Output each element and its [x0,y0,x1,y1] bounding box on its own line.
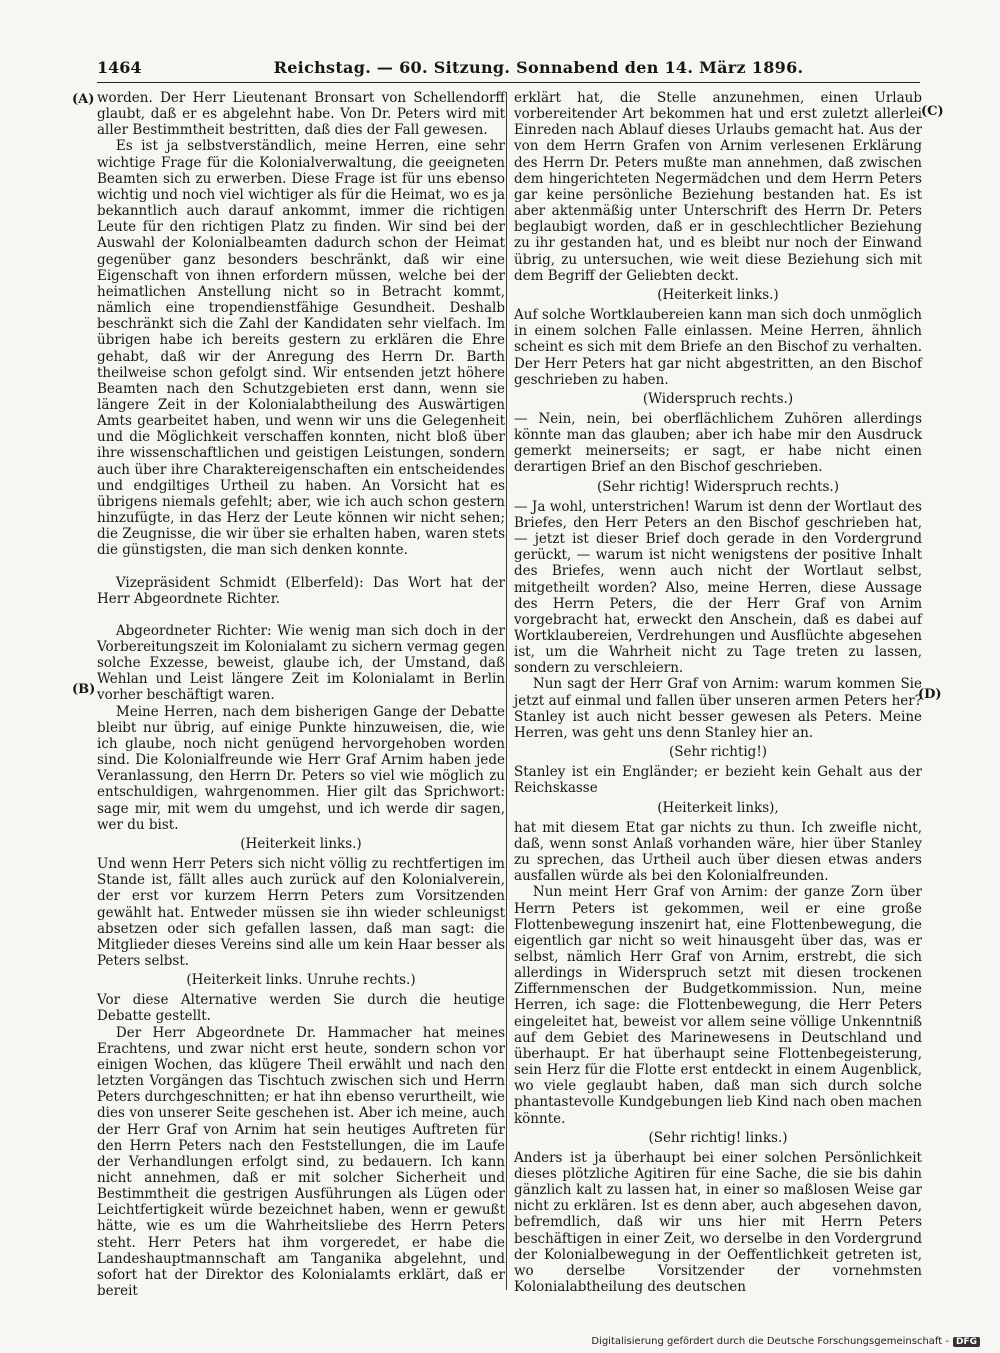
paragraph: erklärt hat, die Stelle anzunehmen, einen Urlaub vorbereitender Art bekommen hat und erst zuletzt allerlei Einreden nach Ablauf dieses Urlaubs gemacht hat. Aus der von dem Herrn Grafen von Arnim verlesenen Erklärung des Herrn Dr. Peters mußte man annehmen, daß zwischen dem hingerichteten Negermädchen und dem Herrn Peters gar keine persönliche Beziehung bestanden hat. Es ist aber aktenmäßig unter Unterschrift des Herrn Dr. Peters beglaubigt worden, daß er in geschlechtlicher Beziehung zu ihr gestanden hat, und es bleibt nur noch der Einwand übrig, zu untersuchen, wie weit diese Beziehung sich mit dem Begriff der Geliebten deckt. [514,90,922,284]
interjection: (Heiterkeit links.) [240,835,362,852]
digitization-footer [591,1336,980,1347]
running-header [97,58,920,83]
paragraph: Es ist ja selbstverständlich, meine Herren, eine sehr wichtige Frage für die Kolonialverwaltung, die geeigneten Beamten sich zu erwerben. Diese Frage ist für uns ebenso wichtig und noch viel wichtiger als für die Heimat, wo es ja bekanntlich auch darauf ankommt, immer die richtigen Leute für den richtigen Platz zu finden. Wir sind bei der Auswahl der Kolonialbeamten dadurch schon der Heimat gegenüber ganz besonders beschränkt, daß wir eine Eigenschaft von ihnen erfordern müssen, welche bei der heimatlichen Anstellung nicht so in Betracht kommt, nämlich eine tropendienstfähige Gesundheit. Deshalb beschränkt sich die Zahl der Kandidaten sehr vielfach. Im übrigen habe ich bereits gestern zu erklären die Ehre gehabt, daß wir der Anregung des Herrn Dr. Barth theilweise schon gefolgt sind. Wir entsenden jetzt höhere Beamten nach den Schutzgebieten erst dann, wenn sie längere Zeit in der Kolonialabtheilung des Auswärtigen Amts gearbeitet haben, und wenn wir uns die Gelegenheit und die Möglichkeit verschaffen konnten, nicht bloß über ihre wissenschaftlichen und geistigen Leistungen, sondern auch über ihre Charaktereigenschaften ein entscheidendes und endgiltiges Urtheil zu haben. An Vorsicht hat es übrigens niemals gefehlt; aber, wie ich auch schon gestern hinzufügte, in das Herz der Leute können wir nicht sehen; die Zeugnisse, die wir über sie erhalten haben, waren stets die günstigsten, die man sich denken konnte. [97,138,505,559]
interjection: (Sehr richtig!) [668,744,768,761]
paragraph: Stanley ist ein Engländer; er bezieht kein Gehalt aus der Reichskasse [514,764,922,797]
margin-mark-a: (A) [72,92,95,107]
paragraph: Meine Herren, nach dem bisherigen Gange der Debatte bleibt nur übrig, auf einige Punkte hinzuweisen, die, wie ich glaube, noch nicht genügend hervorgehoben worden sind. Die Kolonialfreunde wie Herr Graf Arnim haben jede Veranlassung, den Herrn Dr. Peters so viel wie möglich zu entschuldigen, wahrgenommen. Hier gilt das Sprichwort: sage mir, mit wem du umgehst, und ich werde dir sagen, wer du bist. [97,703,505,833]
paragraph: Auf solche Wortklaubereien kann man sich doch unmöglich in einem solchen Falle einlassen. Meine Herren, ähnlich scheint es sich mit dem Briefe an den Bischof zu verhalten. Der Herr Peters hat gar nicht abgestritten, an den Bischof geschrieben zu haben. [514,307,922,388]
interjection: (Sehr richtig! links.) [648,1129,788,1146]
paragraph: Nun meint Herr Graf von Arnim: der ganze Zorn über Herrn Peters ist gekommen, weil er eine große Flottenbewegung inszenirt hat, eine Flottenbewegung, die eigentlich gar nicht so weit hinausgeht über das, was er selbst, nämlich Herr Graf von Arnim, erstrebt, die sich allerdings in Widerspruch setzt mit diesen trockenen Ziffernmenschen der Budgetkommission. Nun, meine Herren, ich sage: die Flottenbewegung, die Herr Peters eingeleitet hat, beweist vor allem seine völlige Unkenntniß auf dem Gebiet des Marinewesens in Deutschland und überhaupt. Er hat überhaupt seine Flottenbegeisterung, sein Herz für die Flotte erst entdeckt in einem Augenblick, wo viele geglaubt haben, daß man sich durch solche phantastevolle Kundgebungen lieb Kind nach oben machen könnte. [514,884,922,1127]
dfg-logo: DFG [953,1337,980,1347]
column-divider [506,92,507,1290]
paragraph: worden. Der Herr Lieutenant Bronsart von Schellendorff glaubt, daß er es abgelehnt habe. Von Dr. Peters wird mit aller Bestimmtheit bestritten, daß dies der Fall gewesen. [97,90,505,139]
speaker-paragraph: Vizepräsident Schmidt (Elberfeld): Das Wort hat der Herr Abgeordnete Richter. [97,574,505,607]
paragraph: Nun sagt der Herr Graf von Arnim: warum kommen Sie jetzt auf einmal und fallen über unseren armen Peters her? Stanley ist auch nicht besser gewesen als Peters. Meine Herren, was geht uns denn Stanley hier an. [514,676,922,741]
interjection: (Sehr richtig! Widerspruch rechts.) [597,478,839,495]
margin-mark-d: (D) [918,687,942,702]
paragraph: — Nein, nein, bei oberflächlichem Zuhören allerdings könnte man das glauben; aber ich habe mir den Ausdruck gemerkt meinerseits; er sagt, er habe nicht einen derartigen Brief an den Bischof geschrieben. [514,410,922,476]
margin-mark-c: (C) [921,104,944,119]
interjection: (Heiterkeit links.) [657,286,779,303]
speaker-paragraph: Abgeordneter Richter: Wie wenig man sich doch in der Vorbereitungszeit im Kolonialamt zu sichern vermag gegen solche Exzesse, beweist, glaube ich, der Umstand, daß Wehlan und Leist längere Zeit im Kolonialamt in Berlin vorher beschäftigt waren. [97,622,505,704]
right-column [514,90,922,1295]
paragraph: hat mit diesem Etat gar nichts zu thun. Ich zweifle nicht, daß, wenn sonst Anlaß vorhanden wäre, hier über Stanley zu sprechen, das Urtheil auch über diesen etwas anders ausfallen würde als bei den Kolonialfreunden. [514,819,922,885]
paragraph: Anders ist ja überhaupt bei einer solchen Persönlichkeit dieses plötzliche Agitiren für eine Sache, die sie bis dahin gänzlich kalt zu lassen hat, in einer so maßlosen Weise gar nicht zu erklären. Ist es denn aber, auch abgesehen davon, befremdlich, daß wir uns hier mit Herrn Peters beschäftigen in einer Zeit, wo derselbe in den Vordergrund der Kolonialbewegung in der Oeffentlichkeit getreten ist, wo derselbe Vorsitzender der vornehmsten Kolonialabtheilung des deutschen [514,1149,922,1296]
paragraph: — Ja wohl, unterstrichen! Warum ist denn der Wortlaut des Briefes, den Herr Peters an den Bischof geschrieben hat, — jetzt ist dieser Brief doch gerade in den Vordergrund gerückt, — warum ist nicht wenigstens der positive Inhalt des Briefes, wenn auch nicht der Wortlaut selbst, mitgetheilt worden? Also, meine Herren, diese Aussage des Herrn Peters, die der Herr Graf von Arnim vorgebracht hat, erweckt den Anschein, daß es dabei auf Wortklaubereien, Verdrehungen und Ausflüchte abgesehen ist, um die Wahrheit nicht zu Tage treten zu lassen, sondern zu verschleiern. [514,498,922,677]
interjection: (Widerspruch rechts.) [642,390,794,407]
interjection: (Heiterkeit links), [657,799,779,816]
page-number: 1464 [97,58,142,77]
margin-mark-b: (B) [72,682,96,697]
paragraph: Der Herr Abgeordnete Dr. Hammacher hat meines Erachtens, und zwar nicht erst heute, sondern schon vor einigen Wochen, das klügere Theil erwählt und nach den letzten Vorgängen das Tischtuch zwischen sich und Herrn Peters durchgeschnitten; er hat ihn ebenso verurtheilt, wie dies von unserer Seite geschehen ist. Aber ich meine, auch der Herr Graf von Arnim hat sein heutiges Auftreten für den Herrn Peters nach den Feststellungen, die im Laufe der Verhandlungen erfolgt sind, zu bedauern. Ich kann nicht annehmen, daß er mit solcher Sicherheit und Bestimmtheit die gestrigen Ausführungen als Lügen oder Leichtfertigkeit würde bezeichnet haben, wenn er gewußt hätte, wie es um die Wahrheitsliebe des Herrn Peters steht. Herr Peters hat ihm vorgeredet, er habe die Landeshauptmannschaft am Tanganika abgelehnt, und sofort hat der Direktor des Kolonialamts erklärt, daß er bereit [97,1024,505,1300]
running-title: Reichstag. — 60. Sitzung. Sonnabend den 14. März 1896. [273,58,804,77]
paragraph: Vor diese Alternative werden Sie durch die heutige Debatte gestellt. [97,992,505,1025]
left-column [97,90,505,1299]
paragraph: Und wenn Herr Peters sich nicht völlig zu rechtfertigen im Stande ist, fällt alles auch zurück auf den Kolonialverein, der erst vor kurzem Herrn Peters zum Vorsitzenden gewählt hat. Entweder müssen sie ihn wieder schleunigst absetzen oder sich gefallen lassen, daß man sagt: die Mitglieder dieses Vereins sind alle um kein Haar besser als Peters selbst. [97,856,505,969]
footer-text: Digitalisierung gefördert durch die Deutsche Forschungsgemeinschaft - [591,1336,949,1347]
interjection: (Heiterkeit links. Unruhe rechts.) [186,972,416,989]
